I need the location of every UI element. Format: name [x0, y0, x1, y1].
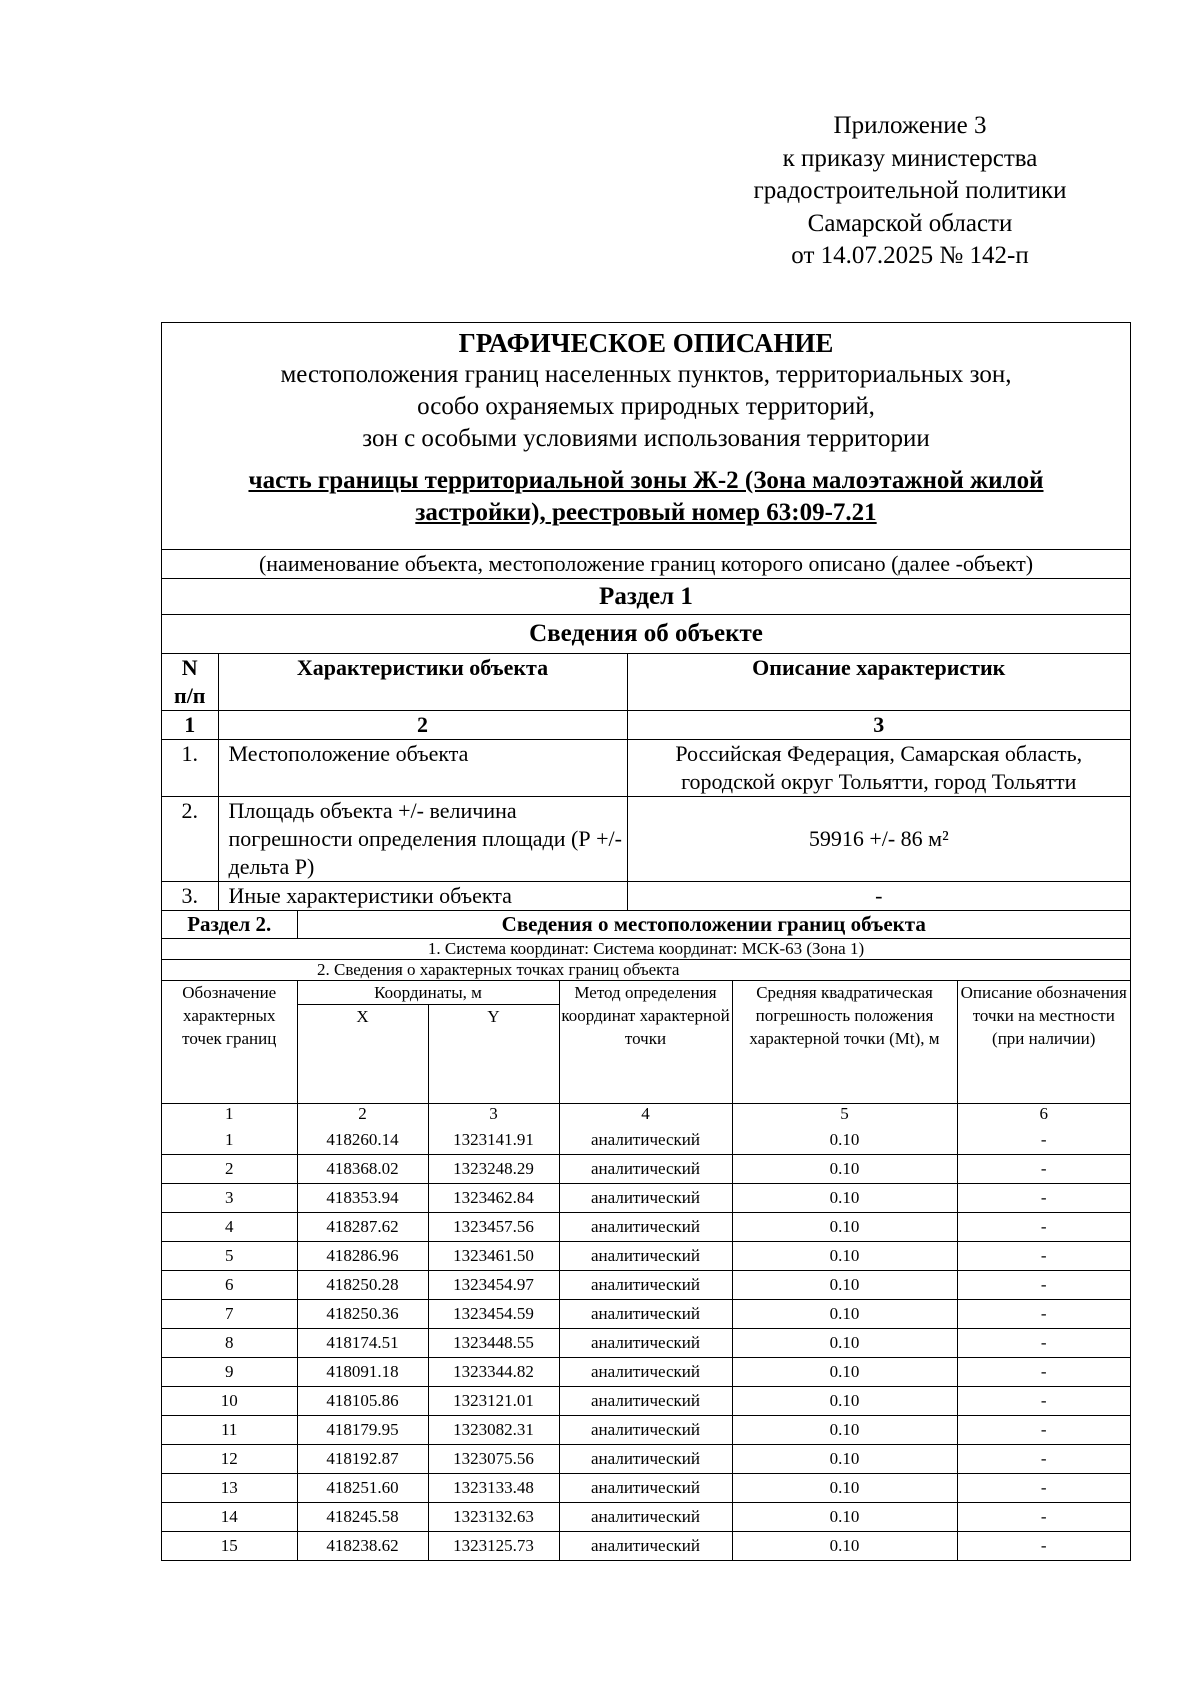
point-description: - [957, 1299, 1130, 1328]
point-x: 418287.62 [297, 1212, 428, 1241]
row-characteristic: Местоположение объекта [218, 740, 627, 797]
point-id: 8 [162, 1328, 297, 1357]
appendix-line: к приказу министерства [782, 144, 1038, 172]
point-id: 7 [162, 1299, 297, 1328]
point-accuracy: 0.10 [732, 1386, 957, 1415]
section2-container [162, 911, 1131, 1561]
point-accuracy: 0.10 [732, 1212, 957, 1241]
appendix-line: от 14.07.2025 № 142-п [791, 242, 1029, 269]
col-number: 1 [162, 711, 218, 740]
table-row [162, 1531, 1130, 1560]
section2-label: Раздел 2. [162, 911, 297, 939]
point-x: 418179.95 [297, 1415, 428, 1444]
row-number: 2. [162, 797, 218, 882]
point-id: 14 [162, 1502, 297, 1531]
point-x: 418260.14 [297, 1126, 428, 1155]
title-block [162, 323, 1131, 550]
point-x: 418238.62 [297, 1531, 428, 1560]
row-number: 1. [162, 740, 218, 797]
points-body [162, 1126, 1130, 1560]
table-row [162, 740, 1130, 797]
row-description: - [627, 882, 1130, 911]
point-y: 1323457.56 [428, 1212, 559, 1241]
appendix-line: градостроительной политики [753, 177, 1067, 204]
appendix-line: Приложение 3 [833, 112, 987, 139]
row-characteristic: Площадь объекта +/- величина погрешности определения площади (Р +/-дельта Р) [218, 797, 627, 882]
point-id: 5 [162, 1241, 297, 1270]
section1-table [162, 654, 1130, 910]
point-y: 1323462.84 [428, 1183, 559, 1212]
point-method: аналитический [559, 1357, 732, 1386]
section1-subtitle: Сведения об объекте [162, 615, 1131, 654]
point-y: 1323454.97 [428, 1270, 559, 1299]
table-row [162, 1357, 1130, 1386]
table-row [162, 1126, 1130, 1155]
header-x: X [297, 1005, 428, 1104]
point-accuracy: 0.10 [732, 1126, 957, 1155]
point-x: 418105.86 [297, 1386, 428, 1415]
point-id: 2 [162, 1154, 297, 1183]
point-accuracy: 0.10 [732, 1473, 957, 1502]
col-number: 6 [957, 1104, 1130, 1126]
point-x: 418368.02 [297, 1154, 428, 1183]
point-method: аналитический [559, 1328, 732, 1357]
point-method: аналитический [559, 1241, 732, 1270]
title-subline: особо охраняемых природных территорий, [417, 393, 875, 420]
point-method: аналитический [559, 1386, 732, 1415]
header-point-description: Описание обозначения точки на местности (при наличии) [957, 981, 1130, 1104]
point-accuracy: 0.10 [732, 1270, 957, 1299]
col-number: 1 [162, 1104, 297, 1126]
point-accuracy: 0.10 [732, 1328, 957, 1357]
point-x: 418192.87 [297, 1444, 428, 1473]
point-method: аналитический [559, 1502, 732, 1531]
col-number: 3 [627, 711, 1130, 740]
object-note: (наименование объекта, местоположение границ которого описано (далее -объект) [162, 550, 1131, 579]
row-number: 3. [162, 882, 218, 911]
point-x: 418251.60 [297, 1473, 428, 1502]
point-id: 9 [162, 1357, 297, 1386]
point-x: 418091.18 [297, 1357, 428, 1386]
point-x: 418245.58 [297, 1502, 428, 1531]
point-method: аналитический [559, 1473, 732, 1502]
point-id: 12 [162, 1444, 297, 1473]
header-n [162, 654, 218, 711]
point-x: 418353.94 [297, 1183, 428, 1212]
point-y: 1323125.73 [428, 1531, 559, 1560]
row-description: Российская Федерация, Самарская область, городской округ Тольятти, город Тольятти [627, 740, 1130, 797]
point-id: 3 [162, 1183, 297, 1212]
point-y: 1323344.82 [428, 1357, 559, 1386]
point-accuracy: 0.10 [732, 1183, 957, 1212]
header-characteristic: Характеристики объекта [218, 654, 627, 711]
table-row [162, 1241, 1130, 1270]
header-method: Метод определения координат характерной точки [559, 981, 732, 1104]
point-y: 1323461.50 [428, 1241, 559, 1270]
point-description: - [957, 1531, 1130, 1560]
point-y: 1323132.63 [428, 1502, 559, 1531]
table-row [162, 1386, 1130, 1415]
section2-table [162, 911, 1130, 1560]
header-description: Описание характеристик [627, 654, 1130, 711]
header-y: Y [428, 1005, 559, 1104]
point-x: 418250.28 [297, 1270, 428, 1299]
header-accuracy: Средняя квадратическая погрешность положения характерной точки (Mt), м [732, 981, 957, 1104]
table-row [162, 1415, 1130, 1444]
section1-title: Раздел 1 [162, 579, 1131, 615]
point-description: - [957, 1357, 1130, 1386]
point-method: аналитический [559, 1444, 732, 1473]
point-description: - [957, 1502, 1130, 1531]
point-accuracy: 0.10 [732, 1531, 957, 1560]
point-y: 1323082.31 [428, 1415, 559, 1444]
point-id: 15 [162, 1531, 297, 1560]
point-description: - [957, 1328, 1130, 1357]
appendix-line: Самарской области [807, 209, 1013, 237]
header-coords: Координаты, м [297, 981, 559, 1005]
point-y: 1323448.55 [428, 1328, 559, 1357]
table-row [162, 1154, 1130, 1183]
point-method: аналитический [559, 1154, 732, 1183]
col-number: 5 [732, 1104, 957, 1126]
section1-container [162, 654, 1131, 911]
point-y: 1323121.01 [428, 1386, 559, 1415]
point-method: аналитический [559, 1183, 732, 1212]
point-accuracy: 0.10 [732, 1357, 957, 1386]
point-y: 1323248.29 [428, 1154, 559, 1183]
point-method: аналитический [559, 1126, 732, 1155]
header-point: Обозначение характерных точек границ [162, 981, 297, 1104]
point-method: аналитический [559, 1415, 732, 1444]
table-row [162, 882, 1130, 911]
title-subline: местоположения границ населенных пунктов, территориальных зон, [280, 361, 1012, 388]
point-id: 4 [162, 1212, 297, 1241]
table-row [162, 1299, 1130, 1328]
point-description: - [957, 1415, 1130, 1444]
point-description: - [957, 1154, 1130, 1183]
point-accuracy: 0.10 [732, 1241, 957, 1270]
point-description: - [957, 1386, 1130, 1415]
point-accuracy: 0.10 [732, 1415, 957, 1444]
point-method: аналитический [559, 1531, 732, 1560]
point-accuracy: 0.10 [732, 1444, 957, 1473]
point-method: аналитический [559, 1299, 732, 1328]
point-description: - [957, 1183, 1130, 1212]
point-description: - [957, 1473, 1130, 1502]
point-id: 6 [162, 1270, 297, 1299]
table-row [162, 797, 1130, 882]
table-row [162, 1328, 1130, 1357]
point-description: - [957, 1212, 1130, 1241]
points-caption: 2. Сведения о характерных точках границ объекта [162, 960, 1130, 981]
point-y: 1323075.56 [428, 1444, 559, 1473]
point-x: 418250.36 [297, 1299, 428, 1328]
table-row [162, 1444, 1130, 1473]
table-row [162, 1212, 1130, 1241]
header-n-label: N п/п [174, 655, 206, 708]
coord-system: 1. Система координат: Система координат: МСК-63 (Зона 1) [162, 939, 1130, 960]
appendix-header [720, 110, 1100, 273]
point-y: 1323141.91 [428, 1126, 559, 1155]
point-description: - [957, 1270, 1130, 1299]
col-number: 2 [297, 1104, 428, 1126]
table-row [162, 1270, 1130, 1299]
point-id: 11 [162, 1415, 297, 1444]
document-title: ГРАФИЧЕСКОЕ ОПИСАНИЕ [458, 328, 834, 358]
point-y: 1323133.48 [428, 1473, 559, 1502]
point-description: - [957, 1241, 1130, 1270]
graphic-description-table [161, 322, 1131, 1561]
col-number: 2 [218, 711, 627, 740]
col-number: 3 [428, 1104, 559, 1126]
point-id: 13 [162, 1473, 297, 1502]
point-accuracy: 0.10 [732, 1154, 957, 1183]
point-x: 418174.51 [297, 1328, 428, 1357]
point-accuracy: 0.10 [732, 1299, 957, 1328]
object-name: часть границы территориальной зоны Ж-2 (Зона малоэтажной жилой застройки), реестровый номер 63:09-7.21 [248, 467, 1044, 526]
row-description: 59916 +/- 86 м² [627, 797, 1130, 882]
point-id: 1 [162, 1126, 297, 1155]
point-id: 10 [162, 1386, 297, 1415]
table-row [162, 1473, 1130, 1502]
point-method: аналитический [559, 1212, 732, 1241]
row-characteristic: Иные характеристики объекта [218, 882, 627, 911]
point-x: 418286.96 [297, 1241, 428, 1270]
point-method: аналитический [559, 1270, 732, 1299]
point-accuracy: 0.10 [732, 1502, 957, 1531]
title-subline: зон с особыми условиями использования территории [362, 425, 930, 452]
point-y: 1323454.59 [428, 1299, 559, 1328]
point-description: - [957, 1126, 1130, 1155]
table-row [162, 1183, 1130, 1212]
col-number: 4 [559, 1104, 732, 1126]
section2-title: Сведения о местоположении границ объекта [297, 911, 1130, 939]
point-description: - [957, 1444, 1130, 1473]
table-row [162, 1502, 1130, 1531]
